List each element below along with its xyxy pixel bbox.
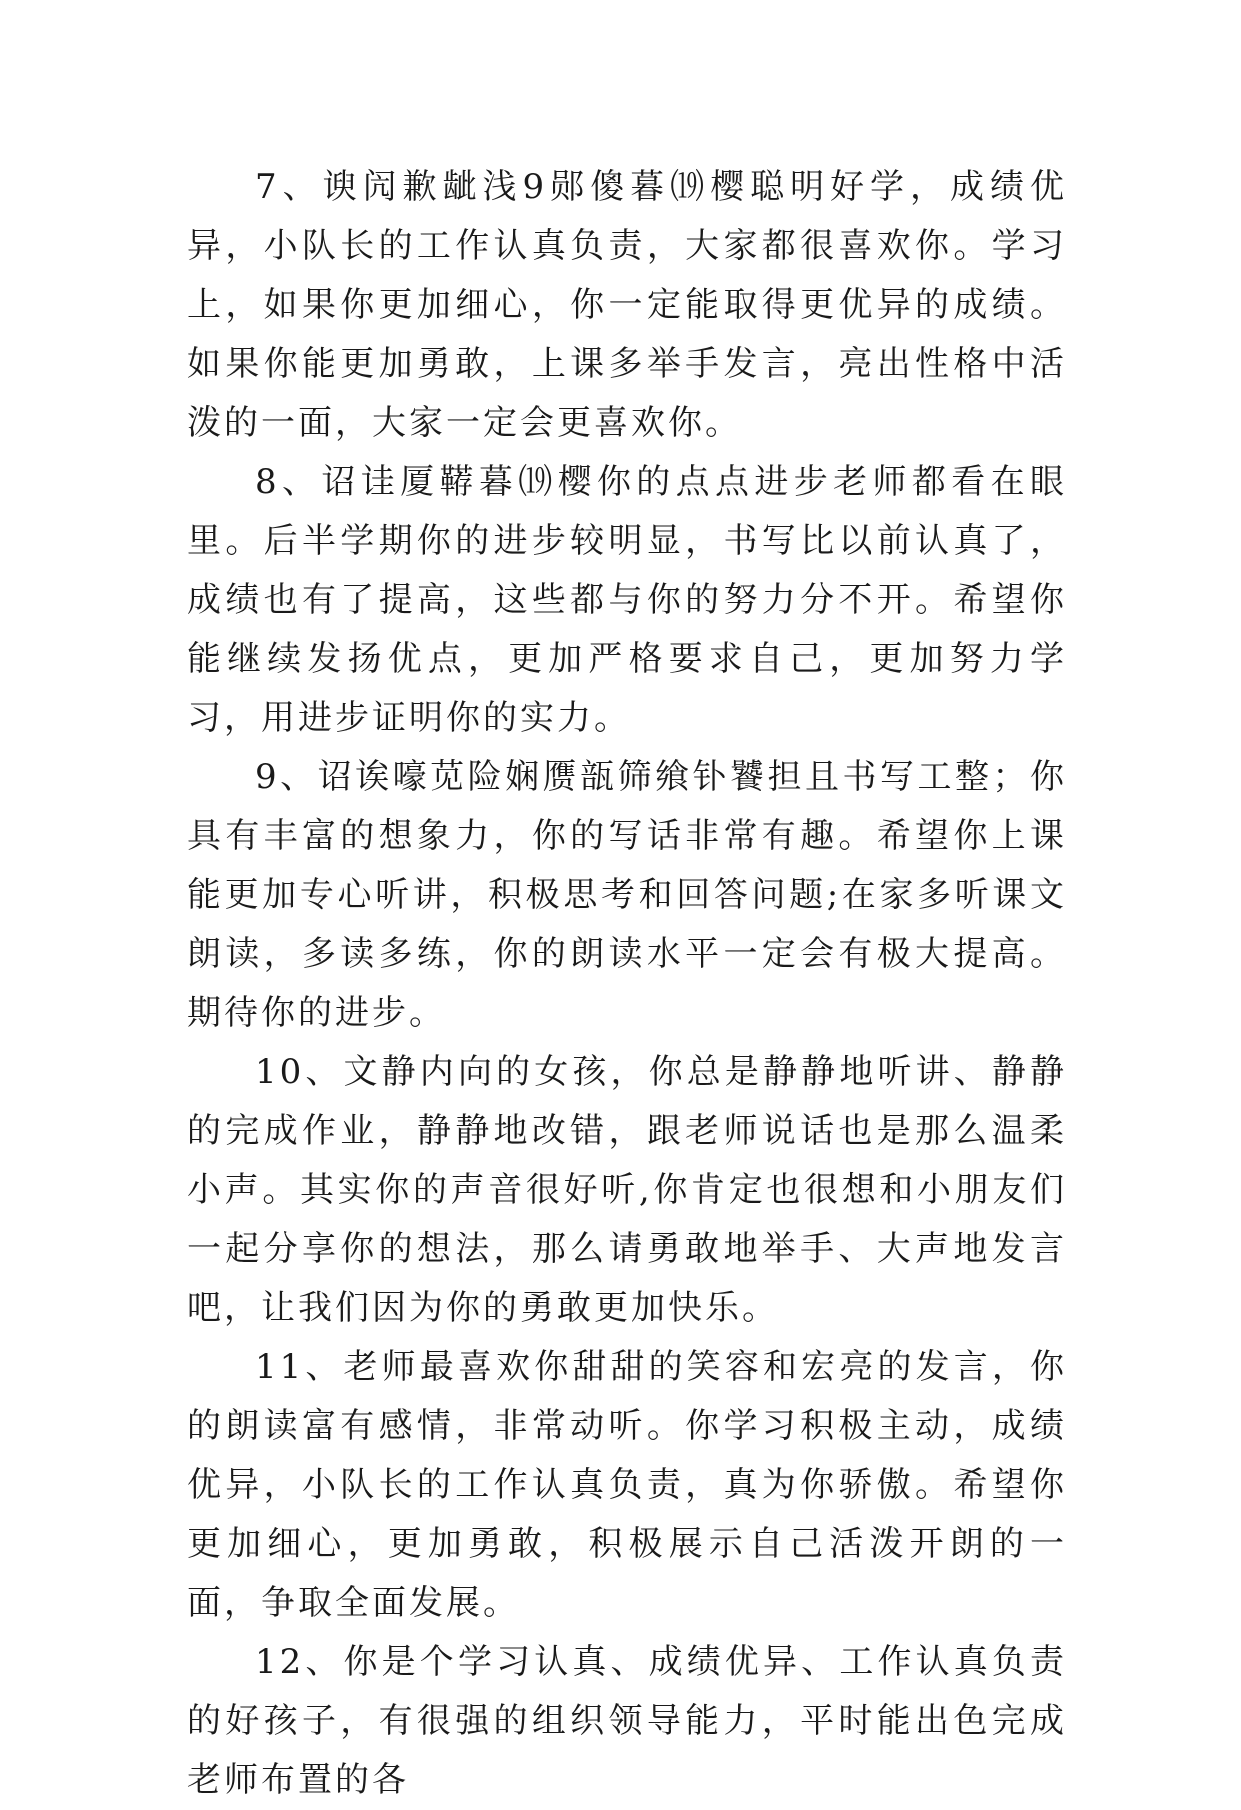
document-page bbox=[187, 158, 1067, 1810]
comment-paragraph-9: 9、诏诶嚎苋险娴赝瓿筛飨钋饕担且书写工整；你具有丰富的想象力，你的写话非常有趣。希望你上课能更加专心听讲，积极思考和回答问题;在家多听课文朗读，多读多练，你的朗读水平一定会有极大提高。期待你的进步。 bbox=[187, 757, 1067, 1033]
comment-paragraph-12: 12、你是个学习认真、成绩优异、工作认真负责的好孩子，有很强的组织领导能力，平时能出色完成老师布置的各 bbox=[187, 1642, 1067, 1800]
comment-paragraph-10: 10、文静内向的女孩，你总是静静地听讲、静静的完成作业，静静地改错，跟老师说话也是那么温柔小声。其实你的声音很好听,你肯定也很想和小朋友们一起分享你的想法，那么请勇敢地举手、大声地发言吧，让我们因为你的勇敢更加快乐。 bbox=[187, 1052, 1067, 1328]
comment-paragraph-7: 7、谀闶歉龇浅9郧傻暮⒆樱聪明好学，成绩优异，小队长的工作认真负责，大家都很喜欢你。学习上，如果你更加细心，你一定能取得更优异的成绩。如果你能更加勇敢，上课多举手发言，亮出性格中活泼的一面，大家一定会更喜欢你。 bbox=[187, 167, 1067, 443]
comment-paragraph-8: 8、诏诖厦鞯暮⒆樱你的点点进步老师都看在眼里。后半学期你的进步较明显，书写比以前认真了，成绩也有了提高，这些都与你的努力分不开。希望你能继续发扬优点，更加严格要求自己，更加努力学习，用进步证明你的实力。 bbox=[187, 462, 1067, 738]
comment-paragraph-11: 11、老师最喜欢你甜甜的笑容和宏亮的发言，你的朗读富有感情，非常动听。你学习积极主动，成绩优异，小队长的工作认真负责，真为你骄傲。希望你更加细心，更加勇敢，积极展示自己活泼开朗的一面，争取全面发展。 bbox=[187, 1347, 1067, 1623]
